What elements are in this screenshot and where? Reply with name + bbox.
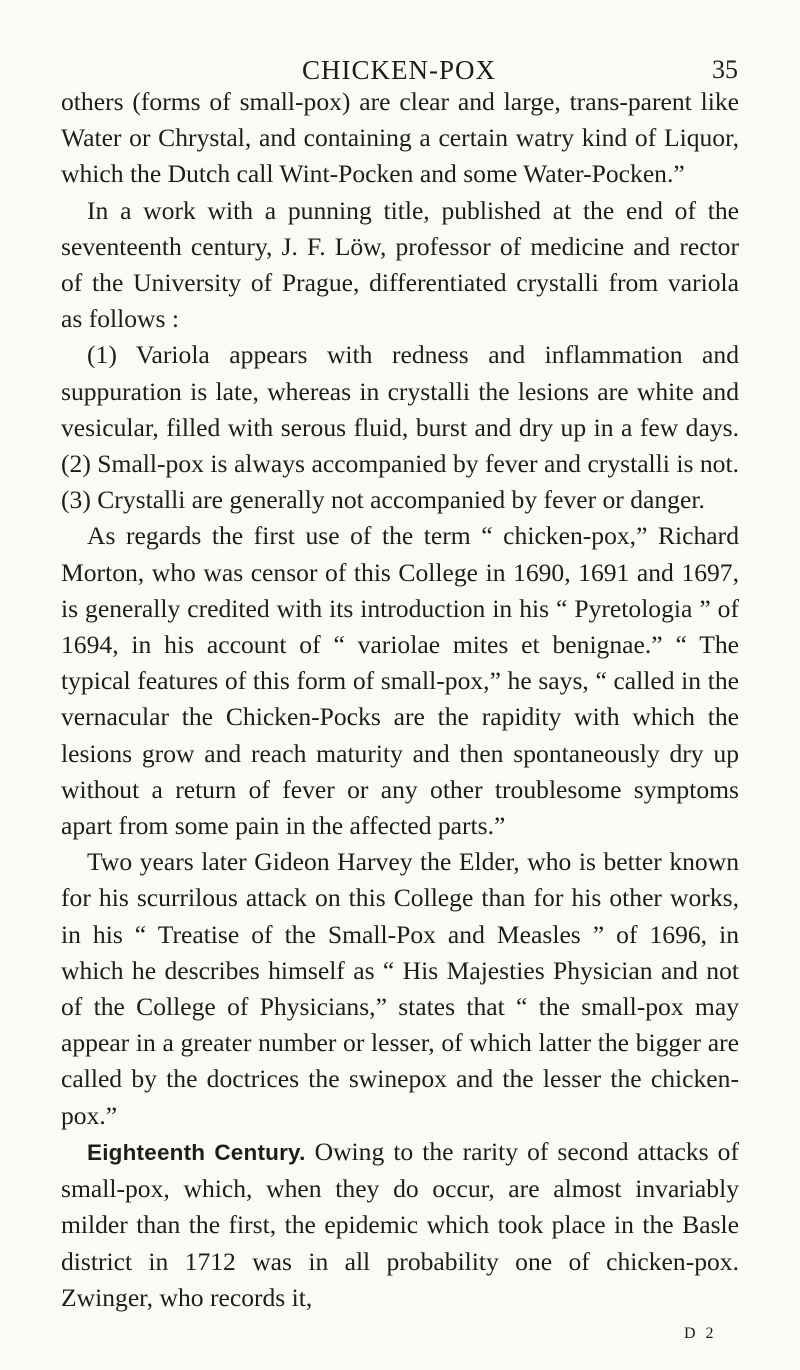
paragraph [61,1134,739,1316]
signature-mark: D 2 [684,1325,717,1342]
body-text [61,84,739,1316]
paragraph: Two years later Gideon Harvey the Elder, who is better known for his scurrilous attack on this College than for his other works, in his “ Treatise of the Small-Pox and Measles ” of 1696, in which he describes himself as “ His Majesties Physician and not of the College of Physicians,” states that “ the small-pox may appear in a greater number or lesser, of which latter the bigger are called by the doctrices the swinepox and the lesser the chicken-pox.” [61,847,739,1130]
page-number: 35 [712,55,738,84]
section-heading: Eighteenth Century. [87,1139,306,1165]
paragraph-text: Owing to the rarity of second attacks of small-pox, which, when they do occur, are almost invariably milder than the first, the epidemic which took place in the Basle district in 1712 was in all probability one of chicken-pox. Zwinger, who records it, [61,1136,739,1312]
paragraph: In a work with a punning title, published at the end of the seventeenth century, J. F. Löw, professor of medicine and rector of the University of Prague, differentiated crystalli from variola as follows : [61,195,739,334]
paragraph: (1) Variola appears with redness and inflammation and suppuration is late, whereas in crystalli the lesions are white and vesicular, filled with serous fluid, burst and dry up in a few days. (2) Small-pox is always accompanied by fever and crystalli is not. (3) Crystalli are generally not accompanied by fever or danger. [61,340,739,515]
paragraph: others (forms of small-pox) are clear and large, trans-parent like Water or Chrystal, and containing a certain watry kind of Liquor, which the Dutch call Wint-Pocken and some Water-Pocken.” [61,87,739,189]
paragraph: As regards the first use of the term “ chicken-pox,” Richard Morton, who was censor of this College in 1690, 1691 and 1697, is generally credited with its introduction in his “ Pyretologia ” of 1694, in his account of “ variolae mites et benignae.” “ The typical features of this form of small-pox,” he says, “ called in the vernacular the Chicken-Pocks are the rapidity with which the lesions grow and reach maturity and then spontaneously dry up without a return of fever or any other troublesome symptoms apart from some pain in the affected parts.” [61,521,739,841]
running-title: CHICKEN-POX [301,55,496,85]
